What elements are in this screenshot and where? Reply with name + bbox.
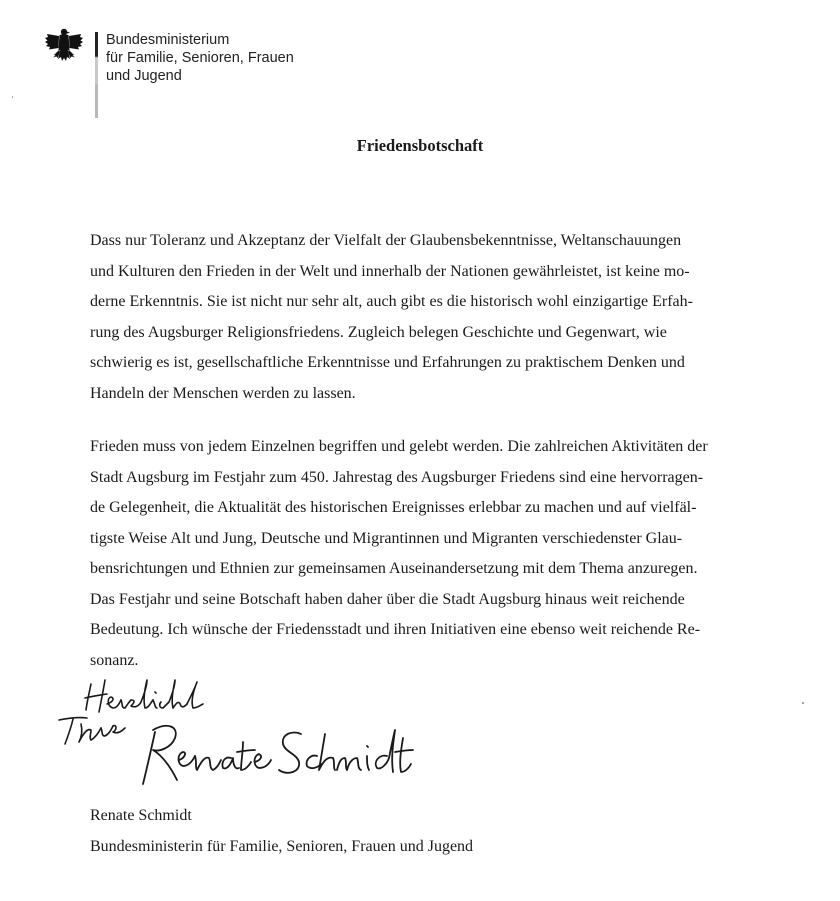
text-line: schwierig es ist, gesellschaftliche Erkenntnisse und Erfahrungen zu praktischem Denken und <box>90 354 685 371</box>
text-line: rung des Augsburger Religionsfriedens. Zugleich belegen Geschichte und Gegenwart, wie <box>90 323 667 341</box>
text-line: und Kulturen den Frieden in der Welt und innerhalb der Nationen gewährleistet, ist keine mo- <box>90 262 690 280</box>
text-line: de Gelegenheit, die Aktualität des historischen Ereignisses erlebbar zu machen und auf vielfäl- <box>90 499 697 516</box>
text-line: Dass nur Toleranz und Akzeptanz der Vielfalt der Glaubensbekenntnisse, Weltanschauungen <box>90 232 682 249</box>
text-line: Das Festjahr und seine Botschaft haben daher über die Stadt Augsburg hinaus weit reichende <box>90 590 685 608</box>
scan-speck <box>12 96 13 98</box>
text-line: Handeln der Menschen werden zu lassen. <box>90 384 356 402</box>
text-line: Bedeutung. Ich wünsche der Friedensstadt und ihren Initiativen eine ebenso weit reichende Re- <box>90 621 701 638</box>
federal-eagle-icon <box>44 26 84 70</box>
signatory-name: Renate Schmidt <box>90 807 192 824</box>
handwritten-greeting-line-1 <box>85 680 203 712</box>
text-line: derne Erkenntnis. Sie ist nicht nur sehr alt, auch gibt es die historisch wohl einzigartige Erfah- <box>90 293 693 310</box>
text-line: sonanz. <box>90 651 139 669</box>
paragraph-2 <box>90 432 762 676</box>
text-line: tigste Weise Alt und Jung, Deutsche und Migrantinnen und Migranten verschiedenster Glau- <box>90 529 683 547</box>
handwritten-greeting-line-2 <box>59 718 125 744</box>
text-line: Stadt Augsburg im Festjahr zum 450. Jahrestag des Augsburger Friedens sind eine hervorragen- <box>90 468 704 486</box>
handwritten-signature <box>55 672 435 800</box>
document-title: Friedensbotschaft <box>356 136 484 155</box>
ministry-line: Bundesministerium <box>106 32 230 48</box>
signatory-role: Bundesministerin für Familie, Senioren, Frauen und Jugend <box>90 838 474 855</box>
signature-block <box>90 800 473 862</box>
paragraph-1 <box>90 226 762 409</box>
text-line: Frieden muss von jedem Einzelnen begriffen und gelebt werden. Die zahlreichen Aktivitäten der <box>90 438 708 455</box>
text-line: bensrichtungen und Ethnien zur gemeinsamen Auseinandersetzung mit dem Thema anzuregen. <box>90 560 698 577</box>
ministry-line: und Jugend <box>106 68 182 84</box>
letterhead-divider-bar <box>95 32 98 118</box>
ministry-line: für Familie, Senioren, Frauen <box>106 50 294 66</box>
handwritten-signature-name <box>143 726 413 784</box>
ministry-name <box>106 31 294 85</box>
scan-speck <box>802 702 804 704</box>
